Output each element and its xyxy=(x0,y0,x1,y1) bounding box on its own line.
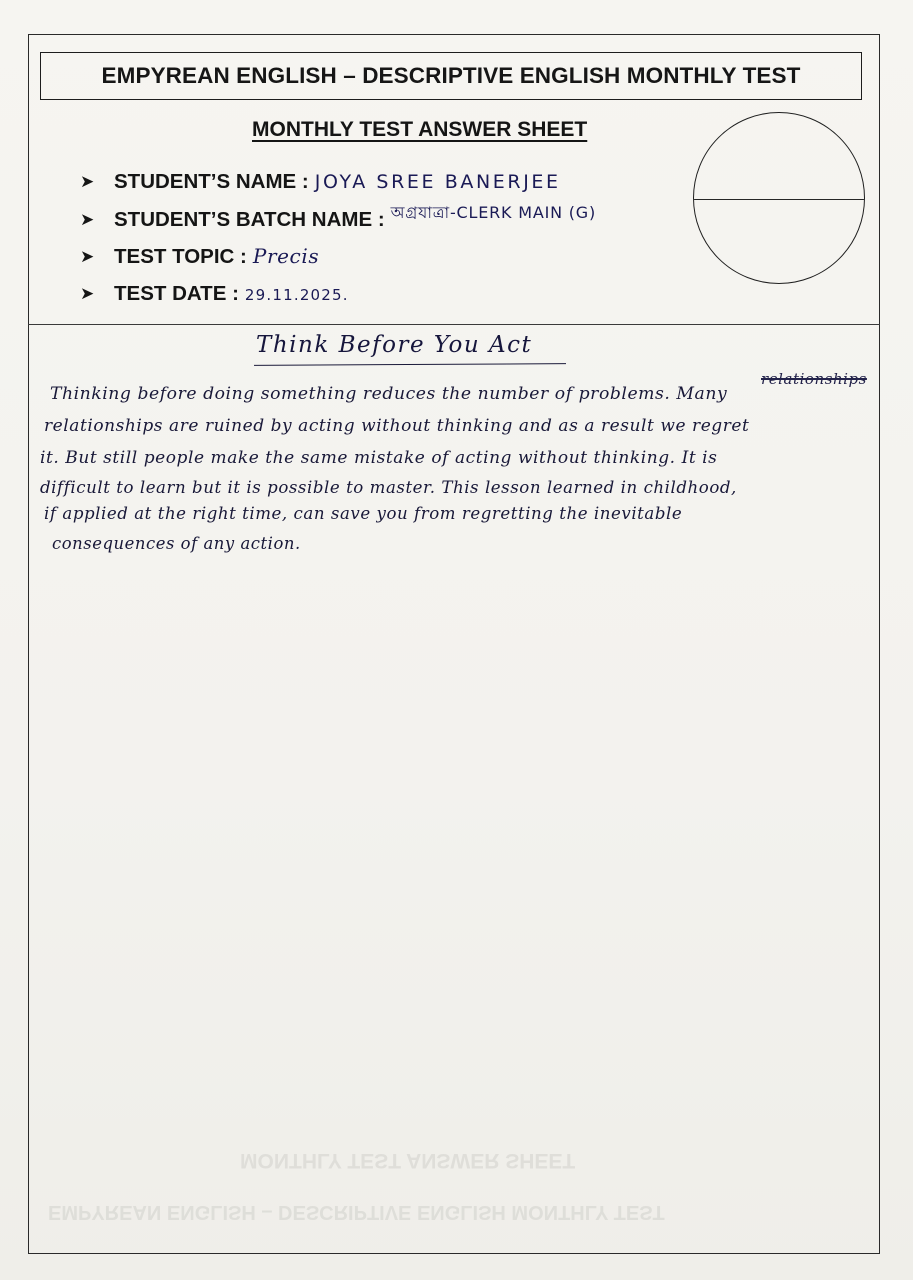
section-divider xyxy=(28,324,880,325)
answer-line-5: if applied at the right time, can save you from regretting the inevitable xyxy=(44,504,683,523)
test-date-label: TEST DATE : xyxy=(114,282,239,305)
test-topic-field xyxy=(80,244,319,269)
answer-line-2: relationships are ruined by acting without thinking and as a result we regret xyxy=(44,416,750,436)
bleed-through-subtitle: MONTHLY TEST ANSWER SHEET xyxy=(240,1149,576,1172)
struck-word: relationships xyxy=(761,370,867,388)
batch-name-field xyxy=(80,203,597,235)
marks-circle xyxy=(693,112,865,284)
marks-circle-divider xyxy=(694,199,864,200)
answer-line-6: consequences of any action. xyxy=(52,534,301,553)
test-title: EMPYREAN ENGLISH – DESCRIPTIVE ENGLISH MONTHLY TEST xyxy=(101,63,801,88)
bleed-through-title: EMPYREAN ENGLISH – DESCRIPTIVE ENGLISH MONTHLY TEST xyxy=(48,1201,665,1223)
arrow-bullet-icon: ➤ xyxy=(80,247,95,266)
answer-line-1: Thinking before doing something reduces the number of problems. Many xyxy=(50,384,728,404)
answer-line-4: difficult to learn but it is possible to master. This lesson learned in childhood, xyxy=(40,478,737,497)
arrow-bullet-icon: ➤ xyxy=(80,284,95,303)
student-name-label: STUDENT’S NAME : xyxy=(114,170,309,193)
test-topic-label: TEST TOPIC : xyxy=(114,245,247,268)
header-box xyxy=(40,52,862,100)
test-date-field xyxy=(80,282,349,306)
arrow-bullet-icon: ➤ xyxy=(80,210,95,229)
test-date-value: 29.11.2025. xyxy=(244,286,349,304)
student-name-value: JOYA SREE BANERJEE xyxy=(314,171,561,193)
student-name-field xyxy=(80,170,561,194)
batch-name-value: অগ্রযাত্রা-CLERK MAIN (G) xyxy=(390,203,597,222)
answer-sheet-heading: MONTHLY TEST ANSWER SHEET xyxy=(252,118,588,141)
answer-title: Think Before You Act xyxy=(256,332,533,358)
answer-line-3: it. But still people make the same mistake of acting without thinking. It is xyxy=(40,448,718,468)
test-topic-value: Precis xyxy=(252,244,320,268)
batch-name-label: STUDENT’S BATCH NAME : xyxy=(114,208,385,231)
arrow-bullet-icon: ➤ xyxy=(80,172,95,191)
